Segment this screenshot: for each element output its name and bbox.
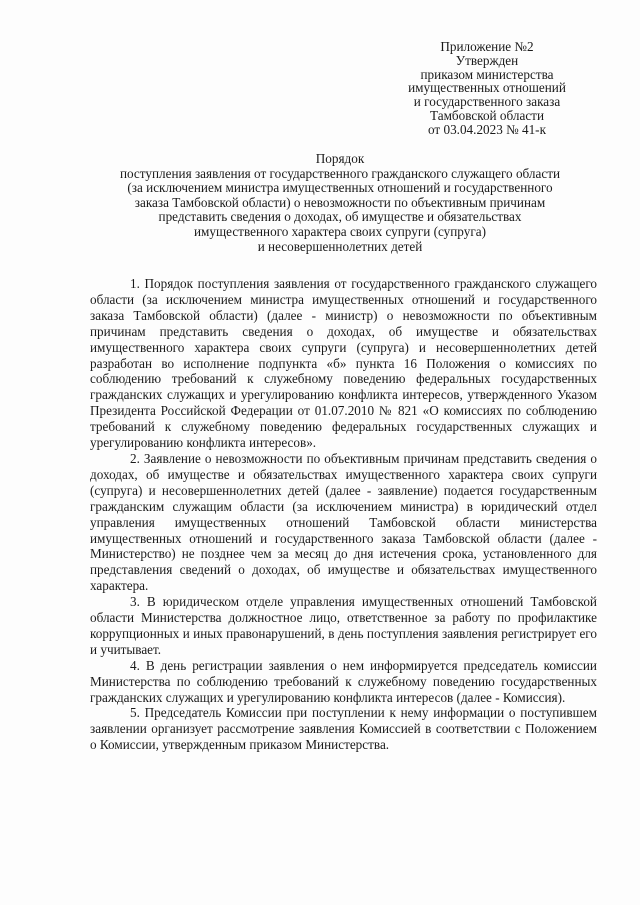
approval-line: приказом министерства	[420, 66, 554, 82]
approval-line: имущественных отношений	[408, 80, 566, 96]
approval-line: и государственного заказа	[413, 94, 561, 110]
document-body	[90, 276, 597, 753]
paragraph-5: 5. Председатель Комиссии при поступлении к нему информации о поступившем заявлении организует рассмотрение заявления Комиссией в соответствии с Положением о Комиссии, утвержденным приказом Министерства.	[90, 705, 597, 753]
approval-line: Утвержден	[455, 52, 519, 68]
title-line: имущественного характера своих супруги (супруга)	[194, 223, 486, 239]
paragraph-2: 2. Заявление о невозможности по объективным причинам представить сведения о доходах, об имуществе и обязательствах имущественного характера своих супруги (супруга) и несовершеннолетних детей (далее - заявление) подается государственным гражданским служащим области (за исключением министра) в юридический отдел управления имущественных отношений Тамбовской области министерства имущественных отношений и государственного заказа Тамбовской области (далее - Министерство) не позднее чем за месяц до дня истечения срока, установленного для представления сведений о доходах, об имуществе и обязательствах имущественного характера.	[90, 450, 597, 594]
title-line: и несовершеннолетних детей	[257, 238, 423, 254]
title-line: представить сведения о доходах, об имуществе и обязательствах	[158, 209, 522, 225]
document-title	[70, 152, 610, 254]
title-line: поступления заявления от государственного гражданского служащего области	[119, 165, 561, 181]
title-heading: Порядок	[315, 151, 365, 166]
approval-line: Приложение №2	[440, 39, 534, 54]
paragraph-4: 4. В день регистрации заявления о нем информируется председатель комиссии Министерства по соблюдению требований к служебному поведению государственных гражданских служащих и урегулированию конфликта интересов (далее - Комиссия).	[90, 657, 597, 705]
approval-line: от 03.04.2023 № 41-к	[428, 121, 546, 137]
title-line: (за исключением министра имущественных отношений и государственного	[127, 180, 553, 196]
approval-stamp	[372, 40, 602, 137]
approval-line: Тамбовской области	[430, 107, 544, 123]
title-line: заказа Тамбовской области) о невозможности по объективным причинам	[134, 194, 546, 210]
paragraph-1: 1. Порядок поступления заявления от государственного гражданского служащего области (за исключением министра имущественных отношений и государственного заказа Тамбовской области) (далее - министр) о невозможности по объективным причинам представить сведения о доходах, об имуществе и обязательствах имущественного характера своих супруги (супруга) и несовершеннолетних детей разработан во исполнение подпункта «б» пункта 16 Положения о комиссиях по соблюдению требований к служебному поведению федеральных государственных гражданских служащих и урегулированию конфликта интересов, утвержденного Указом Президента Российской Федерации от 01.07.2010 № 821 «О комиссиях по соблюдению требований к служебному поведению федеральных государственных служащих и урегулированию конфликта интересов».	[90, 276, 597, 451]
paragraph-3: 3. В юридическом отделе управления имущественных отношений Тамбовской области Министерства должностное лицо, ответственное за работу по профилактике коррупционных и иных правонарушений, в день поступления заявления регистрирует его и учитывает.	[90, 594, 597, 657]
